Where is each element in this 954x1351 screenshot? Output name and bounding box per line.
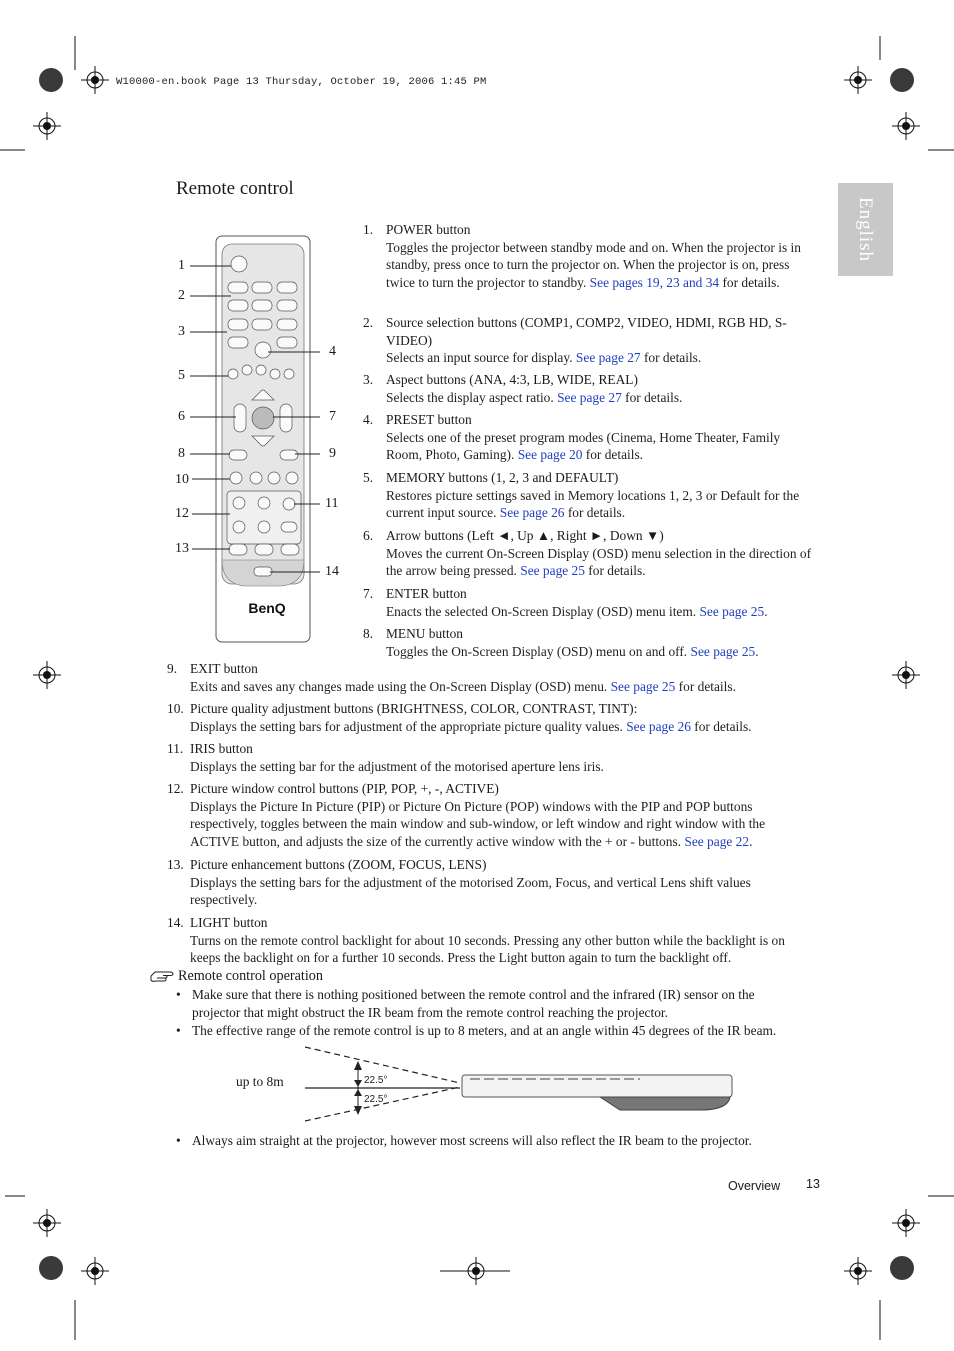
item-heading: POWER button (386, 222, 471, 237)
item-heading: Picture window control buttons (PIP, POP, +, -, ACTIVE) (190, 781, 499, 796)
item-number: 13. (167, 857, 184, 872)
page-reference-link[interactable]: See page 25 (699, 603, 765, 619)
note-bullet-text: The effective range of the remote control is up to 8 meters, and at an angle within 45 degrees of the IR beam. (192, 1023, 777, 1038)
item-description-suffix: for details. (582, 447, 644, 462)
item-description-text: Selects one of the preset program modes (Cinema, Home Theater, Family Room, Photo, Gaming). (386, 429, 781, 462)
item-description-text: Displays the setting bars for the adjustment of the motorised Zoom, Focus, and vertical Lens shift values respectively. (190, 874, 751, 907)
item-number: 1. (363, 222, 374, 237)
item-description-suffix: for details. (564, 505, 626, 520)
callout-number: 3 (178, 324, 185, 339)
item-description-text: Toggles the projector between standby mode and on. When the projector is in standby, press once to turn the projector on. When the projector is on, press twice to turn the projector to standby. (386, 239, 801, 290)
bullet-mark: • (176, 1023, 181, 1038)
item-number: 2. (363, 315, 374, 330)
note-title: Remote control operation (178, 968, 323, 984)
item-number: 8. (363, 626, 374, 641)
item-number: 10. (167, 701, 184, 716)
callout-number: 6 (178, 409, 185, 424)
item-number: 9. (167, 661, 178, 676)
callout-number: 7 (329, 409, 336, 424)
callout-number: 12 (175, 506, 189, 521)
item-description-suffix: for details. (719, 274, 780, 290)
item-number: 11. (167, 741, 184, 756)
angle-label-bottom: 22.5° (364, 1094, 388, 1105)
item-number: 12. (167, 781, 184, 796)
item-heading: Arrow buttons (Left ◄, Up ▲, Right ►, Down ▼) (386, 528, 664, 543)
item-description-suffix: . (755, 643, 759, 659)
item-heading: MEMORY buttons (1, 2, 3 and DEFAULT) (386, 470, 619, 485)
item-heading: Source selection buttons (COMP1, COMP2, VIDEO, HDMI, RGB HD, S-VIDEO) (386, 315, 787, 348)
callout-number: 11 (325, 496, 339, 511)
note-bullet-text: Make sure that there is nothing positioned between the remote control and the infrared (IR) sensor on the projector that might obstruct the IR beam from the remote control reaching the projector. (192, 987, 755, 1020)
item-heading: Picture quality adjustment buttons (BRIGHTNESS, COLOR, CONTRAST, TINT): (190, 701, 638, 716)
language-side-tab-label: English (855, 196, 876, 263)
note-bullet (176, 1132, 806, 1150)
page-reference-link[interactable]: See page 25 (690, 643, 756, 659)
page-reference-link[interactable]: See page 25 (610, 678, 676, 694)
callout-number: 10 (175, 472, 189, 487)
page-reference-link[interactable]: See pages 19, 23 and 34 (589, 274, 720, 290)
item-description-suffix: for details. (584, 563, 646, 578)
item-description-text: Turns on the remote control backlight for about 10 seconds. Pressing any other button while the backlight is on keeps the backlight on for a further 10 seconds. Press the Light button again to turn the backlight off. (190, 932, 785, 965)
callout-number: 13 (175, 541, 189, 556)
remote-side-view (462, 1075, 732, 1110)
item-description-suffix: for details. (640, 350, 702, 365)
item-number: 5. (363, 470, 374, 485)
bullet-mark: • (176, 1133, 181, 1148)
item-heading: LIGHT button (190, 915, 268, 930)
callout-number: 8 (178, 446, 185, 461)
item-description-suffix: for details. (675, 678, 736, 694)
page-reference-link[interactable]: See page 27 (557, 389, 622, 405)
item-heading: ENTER button (386, 586, 467, 601)
page-number: 13 (806, 1177, 820, 1191)
callout-number: 14 (325, 564, 339, 579)
item-description-text: Displays the setting bars for adjustment of the appropriate picture quality values. (190, 718, 623, 734)
page-reference-link[interactable]: See page 25 (520, 563, 585, 578)
item-description-text: Toggles the On-Screen Display (OSD) menu on and off. (386, 643, 688, 659)
page-title: Remote control (176, 178, 294, 199)
item-description-text: Selects an input source for display. (386, 350, 573, 365)
page-reference-link[interactable]: See page 26 (499, 505, 565, 520)
callout-number: 2 (178, 288, 185, 303)
item-heading: IRIS button (190, 741, 253, 756)
page-reference-link[interactable]: See page 22 (684, 833, 750, 849)
item-number: 7. (363, 586, 374, 601)
brand-logo: BenQ (248, 600, 286, 616)
bullet-mark: • (176, 987, 181, 1002)
item-number: 4. (363, 412, 374, 427)
item-description-text: Selects the display aspect ratio. (386, 389, 554, 405)
item-heading: Picture enhancement buttons (ZOOM, FOCUS, LENS) (190, 857, 487, 872)
page-reference-link[interactable]: See page 20 (517, 447, 583, 462)
item-number: 3. (363, 372, 374, 387)
item-heading: EXIT button (190, 661, 258, 676)
footer-section-name: Overview (728, 1179, 781, 1193)
callout-number: 9 (329, 446, 336, 461)
page-reference-link[interactable]: See page 26 (626, 718, 691, 734)
item-description-suffix: for details. (690, 718, 752, 734)
item-number: 6. (363, 528, 374, 543)
item-description-text: Displays the Picture In Picture (PIP) or Picture On Picture (POP) windows with the PIP and POP buttons respectively, toggles between the main window and sub-window, or left window and right window with the ACTIVE button, and adjusts the size of the currently active window with the + or - buttons. (190, 798, 766, 849)
print-header: W10000-en.book Page 13 Thursday, October 19, 2006 1:45 PM (116, 76, 487, 88)
item-description-text: Restores picture settings saved in Memory locations 1, 2, 3 or Default for the current input source. (386, 487, 800, 520)
item-description-text: Exits and saves any changes made using the On-Screen Display (OSD) menu. (190, 678, 608, 694)
item-heading: Aspect buttons (ANA, 4:3, LB, WIDE, REAL) (386, 372, 638, 387)
angle-label-top: 22.5° (364, 1075, 388, 1086)
item-heading: PRESET button (386, 412, 472, 427)
item-description-text: Displays the setting bar for the adjustment of the motorised aperture lens iris. (190, 758, 604, 774)
item-description-text: Enacts the selected On-Screen Display (OSD) menu item. (386, 603, 697, 619)
item-description-suffix: for details. (621, 389, 683, 405)
item-description-suffix: . (749, 833, 753, 849)
callout-number: 4 (329, 344, 336, 359)
range-label: up to 8m (236, 1074, 284, 1089)
note-bullet-text: Always aim straight at the projector, however most screens will also reflect the IR beam to the projector. (192, 1133, 752, 1148)
item-number: 14. (167, 915, 184, 930)
page-reference-link[interactable]: See page 27 (575, 350, 641, 365)
item-heading: MENU button (386, 626, 463, 641)
item-description-suffix: . (764, 603, 768, 619)
callout-number: 1 (178, 258, 185, 273)
item-description-text: Moves the current On-Screen Display (OSD) menu selection in the direction of the arrow being pressed. (386, 545, 812, 578)
callout-number: 5 (178, 368, 185, 383)
